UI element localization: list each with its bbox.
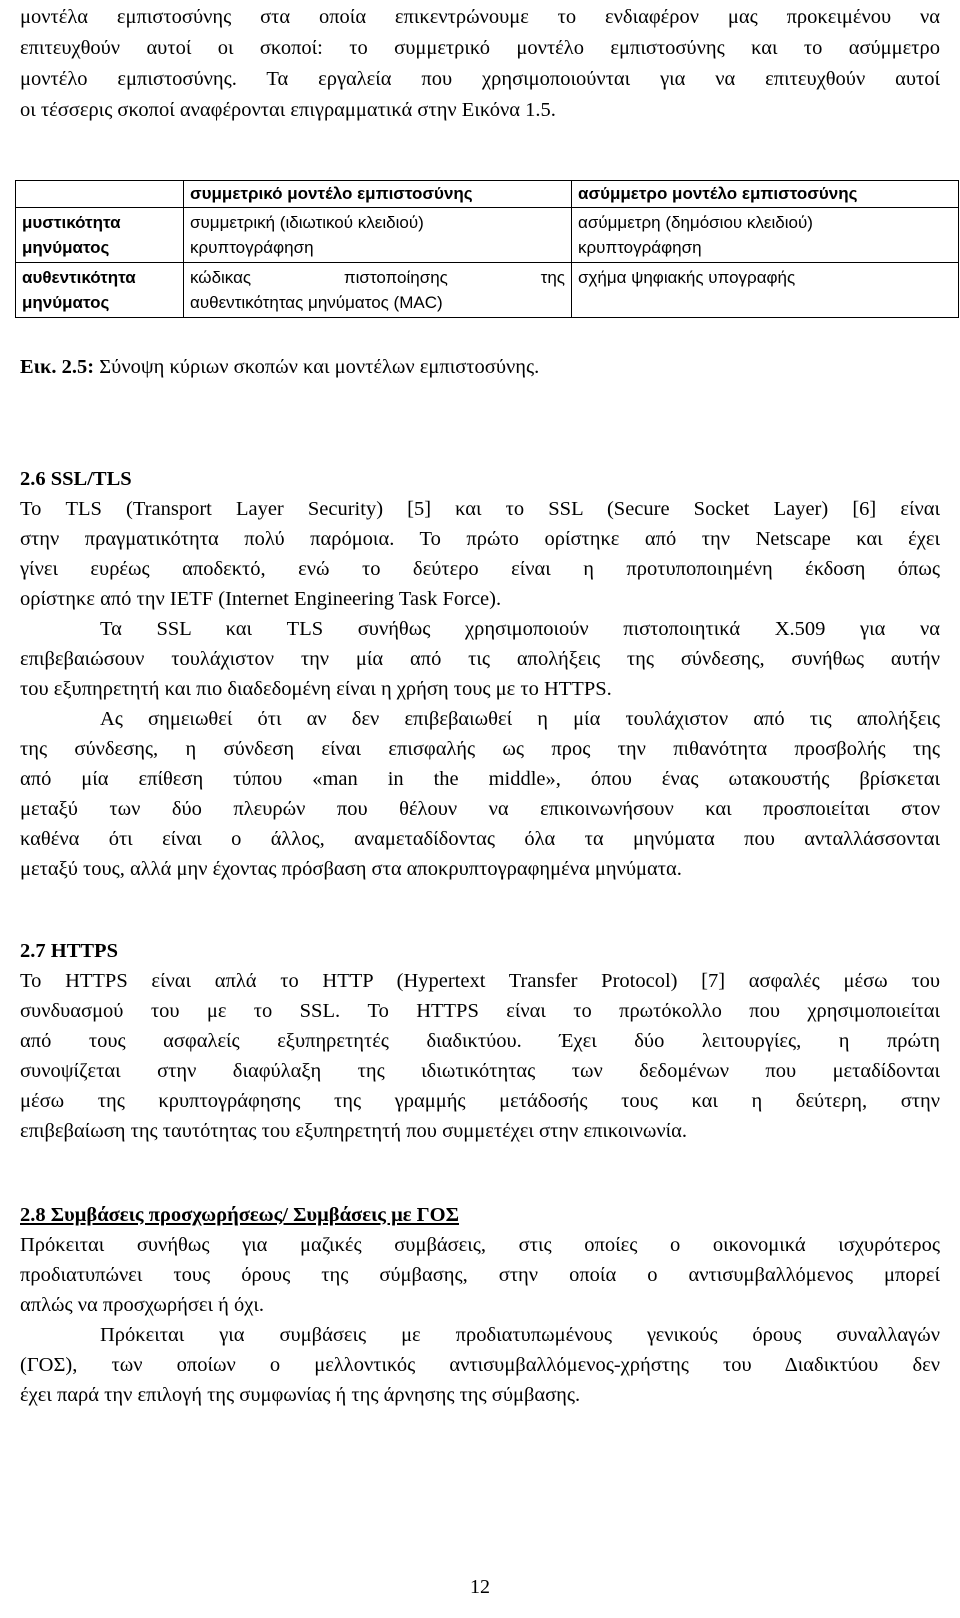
text-line: του εξυπηρετητή και πιο διαδεδομένη είναι η χρήση τους με το HTTPS.	[20, 678, 612, 700]
text-line: οι τέσσερις σκοποί αναφέρονται επιγραμματικά στην Εικόνα 1.5.	[20, 99, 556, 121]
figure-caption	[20, 352, 539, 382]
cell-symmetric-confidentiality	[184, 208, 572, 263]
text-line: Το TLS (Transport Layer Security) [5] και το SSL (Secure Socket Layer) [6] είναι	[20, 498, 940, 520]
text-line: μοντέλα εμπιστοσύνης στα οποία επικεντρώνουμε το ενδιαφέρον μας προκειμένου να	[20, 6, 940, 28]
text-line: συνδυασμού του με το SSL. Το HTTPS είναι το πρωτόκολλο που χρησιμοποιείται	[20, 1000, 940, 1022]
row-label-line: μηνύματος	[22, 238, 110, 257]
cell-symmetric-authenticity	[184, 263, 572, 318]
text-line: μεταξύ τους, αλλά μην έχοντας πρόσβαση στα αποκρυπτογραφημένα μηνύματα.	[20, 858, 682, 880]
cell-asymmetric-authenticity	[572, 263, 959, 318]
text-line: επιτευχθούν αυτοί οι σκοποί: το συμμετρικό μοντέλο εμπιστοσύνης και το ασύμμετρο	[20, 37, 940, 59]
cell-line: συμμετρική (ιδιωτικού κλειδιού)	[190, 213, 424, 232]
text-line: στην πραγματικότητα πολύ παρόμοια. Το πρώτο ορίστηκε από την Netscape και έχει	[20, 528, 940, 550]
text-line: Ας σημειωθεί ότι αν δεν επιβεβαιωθεί η μία τουλάχιστον από τις απολήξεις	[100, 708, 940, 730]
text-line: γίνει ευρέως αποδεκτό, ενώ το δεύτερο είναι η προτυποποιημένη έκδοση όπως	[20, 558, 940, 580]
text-line: της σύνδεσης, η σύνδεση είναι επισφαλής ως προς την πιθανότητα προσβολής της	[20, 738, 940, 760]
text-line: επιβεβαιώσουν τουλάχιστον την μία από τις απολήξεις της σύνδεσης, συνήθως αυτήν	[20, 648, 940, 670]
text-line: απλώς να προσχωρήσει ή όχι.	[20, 1294, 265, 1316]
cell-asymmetric-confidentiality	[572, 208, 959, 263]
text-line: Το HTTPS είναι απλά το HTTP (Hypertext Transfer Protocol) [7] ασφαλές μέσω του	[20, 970, 940, 992]
text-line: συνοψίζεται στην διαφύλαξη της ιδιωτικότητας των δεδομένων που μεταδίδονται	[20, 1060, 940, 1082]
text-line: από μία επίθεση τύπου «man in the middle», όπου ένας ωτακουστής βρίσκεται	[20, 768, 940, 790]
text-line: καθένα ότι είναι ο άλλος, αναμεταδίδοντας όλα τα μηνύματα που ανταλλάσσονται	[20, 828, 940, 850]
text-line: Πρόκειται για συμβάσεις με προδιατυπωμένους γενικούς όρους συναλλαγών	[100, 1324, 940, 1346]
text-line: (ΓΟΣ), των οποίων ο μελλοντικός αντισυμβαλλόμενος-χρήστης του Διαδικτύου δεν	[20, 1354, 940, 1376]
section-heading: 2.8 Συμβάσεις προσχωρήσεως/ Συμβάσεις με ΓΟΣ	[20, 1204, 459, 1226]
trust-models-table	[15, 180, 959, 318]
cell-line: κρυπτογράφηση	[578, 238, 702, 257]
text-line: έχει παρά την επιλογή της συμφωνίας ή της άρνησης της σύμβασης.	[20, 1384, 581, 1406]
table-header-asymmetric: ασύμμετρο μοντέλο εμπιστοσύνης	[572, 181, 959, 208]
table-header-row	[16, 181, 959, 208]
cell-line: κρυπτογράφηση	[190, 238, 314, 257]
table-row	[16, 263, 959, 318]
caption-label: Εικ. 2.5:	[20, 356, 95, 378]
text-line: ορίστηκε από την IETF (Internet Engineering Task Force).	[20, 588, 502, 610]
table-row	[16, 208, 959, 263]
cell-line: σχήμα ψηφιακής υπογραφής	[578, 268, 796, 287]
page-number: 12	[470, 1576, 490, 1598]
row-label-line: μηνύματος	[22, 293, 110, 312]
section-heading: 2.7 HTTPS	[20, 940, 118, 962]
table-header-symmetric: συμμετρικό μοντέλο εμπιστοσύνης	[184, 181, 572, 208]
text-line: Τα SSL και TLS συνήθως χρησιμοποιούν πιστοποιητικά X.509 για να	[100, 618, 940, 640]
text-line: προδιατυπώνει τους όρους της σύμβασης, στην οποία ο αντισυμβαλλόμενος μπορεί	[20, 1264, 940, 1286]
row-label-authenticity	[16, 263, 184, 318]
caption-text: Σύνοψη κύριων σκοπών και μοντέλων εμπιστοσύνης.	[99, 356, 540, 378]
table-header-empty	[16, 181, 184, 208]
text-line: επιβεβαίωση της ταυτότητας του εξυπηρετητή που συμμετέχει στην επικοινωνία.	[20, 1120, 687, 1142]
text-line: μεταξύ των δύο πλευρών που θέλουν να επικοινωνήσουν και προσποιείται στον	[20, 798, 940, 820]
text-line: από τους ασφαλείς εξυπηρετητές διαδικτύου. Έχει δύο λειτουργίες, η πρώτη	[20, 1030, 940, 1052]
cell-line: ασύμμετρη (δημόσιου κλειδιού)	[578, 213, 813, 232]
text-line: μοντέλο εμπιστοσύνης. Τα εργαλεία που χρησιμοποιούνται για να επιτευχθούν αυτοί	[20, 68, 940, 90]
row-label-line: αυθεντικότητα	[22, 268, 136, 287]
row-label-confidentiality	[16, 208, 184, 263]
cell-line: αυθεντικότητας μηνύματος (MAC)	[190, 293, 443, 312]
text-line: μέσω της κρυπτογράφησης της γραμμής μετάδοσής τους και η δεύτερη, στην	[20, 1090, 940, 1112]
section-heading: 2.6 SSL/TLS	[20, 468, 132, 490]
cell-line: κώδικας πιστοποίησης της	[190, 268, 565, 287]
row-label-line: μυστικότητα	[22, 213, 121, 232]
text-line: Πρόκειται συνήθως για μαζικές συμβάσεις, στις οποίες ο οικονομικά ισχυρότερος	[20, 1234, 940, 1256]
